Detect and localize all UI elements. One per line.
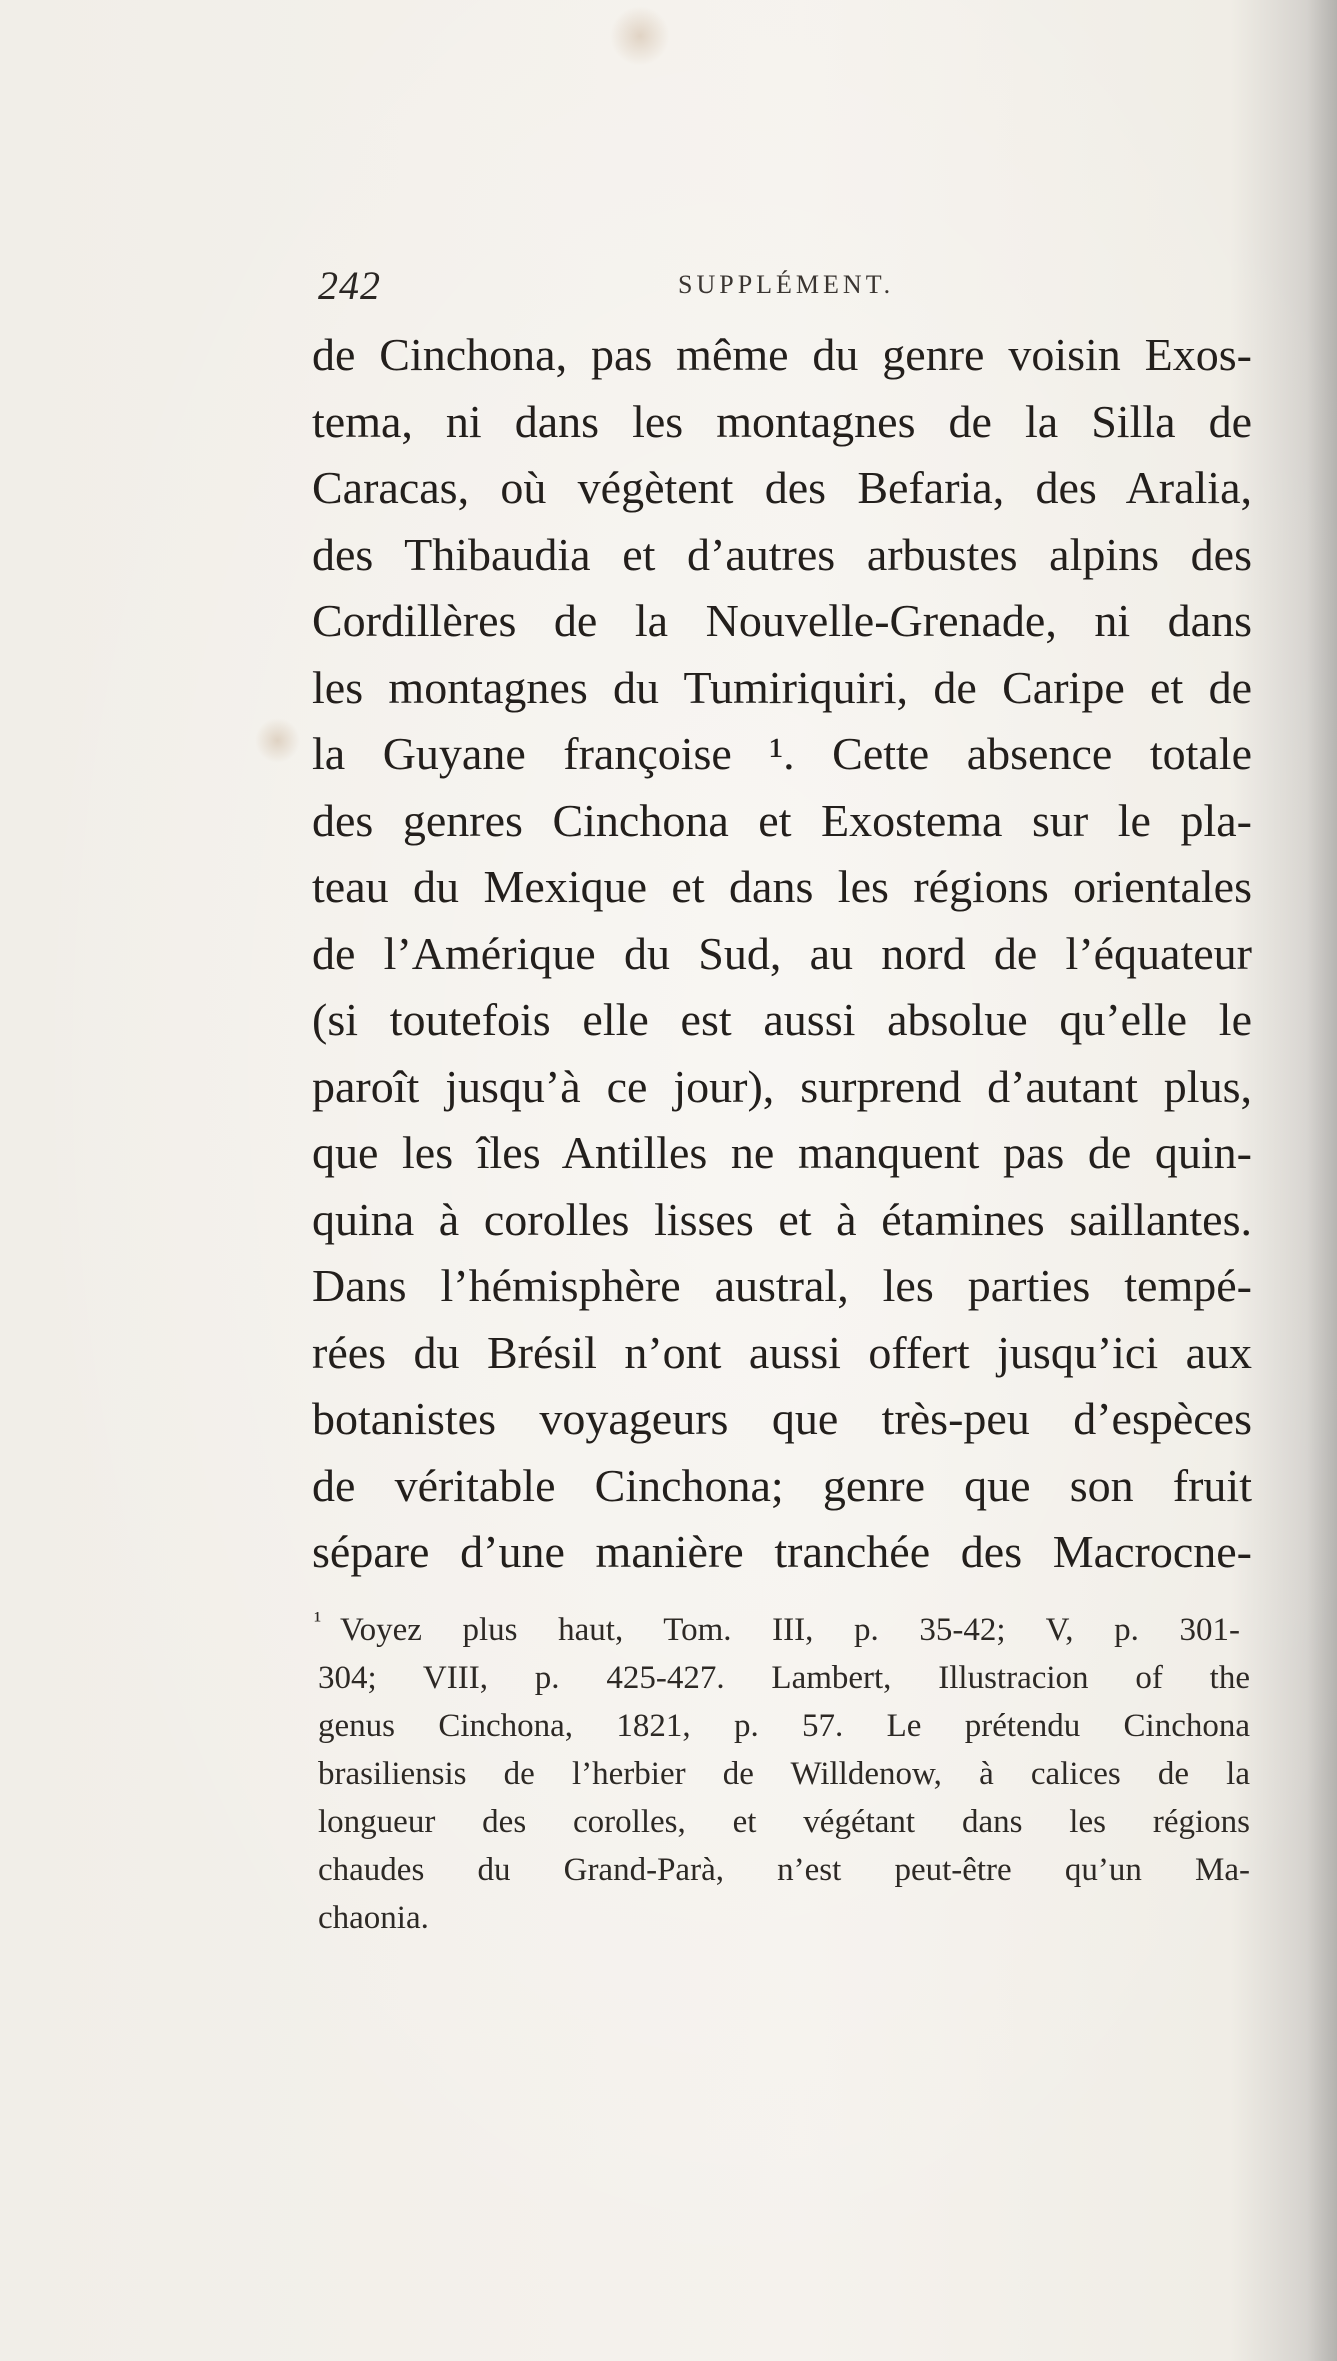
footnote-line: longueur des corolles, et végétant dans les régions [318,1804,1250,1840]
page-header [318,262,1118,312]
text-line: Cordillères de la Nouvelle-Grenade, ni dans [312,595,1252,646]
body-text [312,322,1252,1586]
foxing-stain [255,718,300,763]
text-line: que les îles Antilles ne manquent pas de quin- [312,1127,1252,1178]
text-line: de Cinchona, pas même du genre voisin Exos- [312,329,1252,380]
text-line: des genres Cinchona et Exostema sur le pla- [312,794,1252,846]
footnote-line: Voyez plus haut, Tom. III, p. 35-42; V, p. 301- [340,1612,1240,1648]
running-head: SUPPLÉMENT. [678,270,895,299]
page-number: 242 [318,263,381,308]
text-line: Caracas, où végètent des Befaria, des Aralia, [312,462,1252,513]
footnote [318,1606,1250,1942]
text-line: botanistes voyageurs que très-peu d’espèces [312,1393,1252,1444]
text-line: tema, ni dans les montagnes de la Silla de [312,395,1252,447]
footnote-line: chaonia. [318,1900,429,1936]
text-line: des Thibaudia et d’autres arbustes alpins des [312,528,1252,580]
text-line: paroît jusqu’à ce jour), surprend d’autant plus, [312,1060,1252,1112]
text-line: teau du Mexique et dans les régions orientales [312,861,1252,912]
text-line: de l’Amérique du Sud, au nord de l’équateur [312,927,1252,979]
footnote-line: genus Cinchona, 1821, p. 57. Le prétendu Cinchona [318,1708,1250,1744]
text-line: sépare d’une manière tranchée des Macrocne- [312,1526,1252,1577]
text-line: Dans l’hémisphère austral, les parties tempé- [312,1260,1252,1311]
footnote-line: brasiliensis de l’herbier de Willdenow, à calices de la [318,1756,1250,1792]
footnote-line: chaudes du Grand-Parà, n’est peut-être qu’un Ma- [318,1852,1250,1888]
text-line: quina à corolles lisses et à étamines saillantes. [312,1193,1252,1245]
text-line: rées du Brésil n’ont aussi offert jusqu’ici aux [312,1326,1252,1378]
page-edge-shadow [1307,0,1337,2361]
text-line: la Guyane françoise ¹. Cette absence totale [312,728,1252,779]
foxing-stain [610,6,670,66]
footnote-line: 304; VIII, p. 425-427. Lambert, Illustracion of the [318,1660,1250,1696]
text-line: de véritable Cinchona; genre que son fruit [312,1459,1252,1511]
text-line: (si toutefois elle est aussi absolue qu’elle le [312,994,1252,1045]
footnote-marker: ¹ [314,1608,322,1634]
text-line: les montagnes du Tumiriquiri, de Caripe et de [312,661,1252,713]
